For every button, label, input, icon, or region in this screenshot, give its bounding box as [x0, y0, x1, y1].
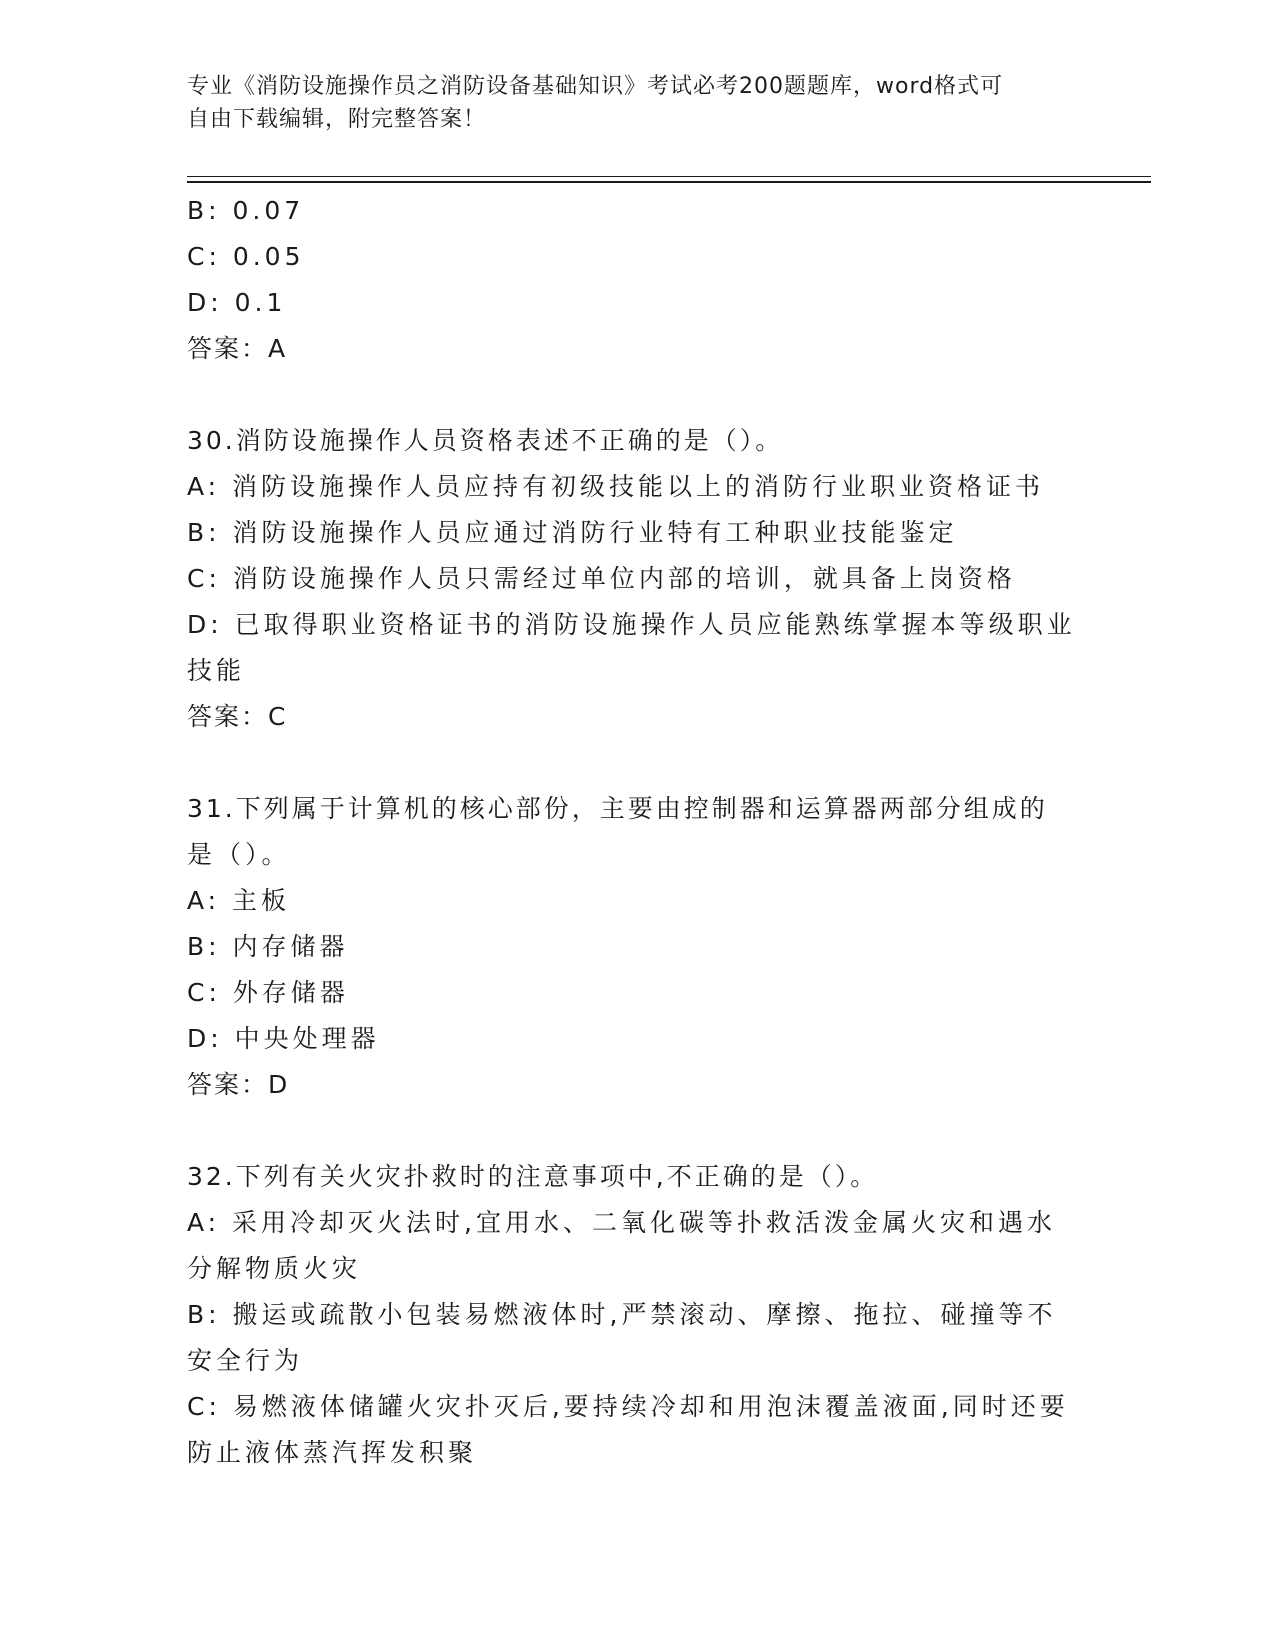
option-d-line-2: 技能 — [187, 656, 246, 685]
question-29-continued — [187, 188, 1077, 372]
answer-line: 答案：D — [187, 1070, 290, 1099]
answer-line: 答案：A — [187, 334, 288, 363]
document-header — [187, 70, 1067, 136]
option-d: D: 中央处理器 — [187, 1024, 380, 1053]
question-32 — [187, 1154, 1077, 1476]
question-stem: 30.消防设施操作人员资格表述不正确的是（）。 — [187, 426, 784, 455]
option-c: C: 0.05 — [187, 242, 305, 271]
answer-line: 答案：C — [187, 702, 288, 731]
option-c: C: 外存储器 — [187, 978, 349, 1007]
option-b: B: 内存储器 — [187, 932, 349, 961]
option-a-line-2: 分解物质火灾 — [187, 1254, 362, 1283]
question-31 — [187, 786, 1077, 1108]
question-stem: 32.下列有关火灾扑救时的注意事项中,不正确的是（）。 — [187, 1162, 879, 1191]
option-a-line-1: A: 采用冷却灭火法时,宜用水、二氧化碳等扑救活泼金属火灾和遇水 — [187, 1208, 1056, 1237]
option-c: C: 消防设施操作人员只需经过单位内部的培训，就具备上岗资格 — [187, 564, 1016, 593]
header-rule-thick — [187, 181, 1151, 183]
header-line-1: 专业《消防设施操作员之消防设备基础知识》考试必考200题题库，word格式可 — [187, 74, 1004, 99]
header-line-2: 自由下载编辑，附完整答案！ — [187, 107, 487, 132]
question-30 — [187, 418, 1077, 740]
option-d-line-1: D: 已取得职业资格证书的消防设施操作人员应能熟练掌握本等级职业 — [187, 610, 1076, 639]
option-b-line-2: 安全行为 — [187, 1346, 304, 1375]
option-b-line-1: B: 搬运或疏散小包装易燃液体时,严禁滚动、摩擦、拖拉、碰撞等不 — [187, 1300, 1057, 1329]
option-a: A: 消防设施操作人员应持有初级技能以上的消防行业职业资格证书 — [187, 472, 1045, 501]
option-b: B: 0.07 — [187, 196, 305, 225]
option-c-line-1: C: 易燃液体储罐火灾扑灭后,要持续冷却和用泡沫覆盖液面,同时还要 — [187, 1392, 1069, 1421]
document-body — [187, 188, 1077, 1476]
option-d: D: 0.1 — [187, 288, 287, 317]
header-rule-thin — [187, 176, 1151, 177]
question-stem-line-2: 是（）。 — [187, 840, 291, 869]
question-stem-line-1: 31.下列属于计算机的核心部份，主要由控制器和运算器两部分组成的 — [187, 794, 1048, 823]
option-b: B: 消防设施操作人员应通过消防行业特有工种职业技能鉴定 — [187, 518, 958, 547]
option-a: A: 主板 — [187, 886, 291, 915]
option-c-line-2: 防止液体蒸汽挥发积聚 — [187, 1438, 478, 1467]
